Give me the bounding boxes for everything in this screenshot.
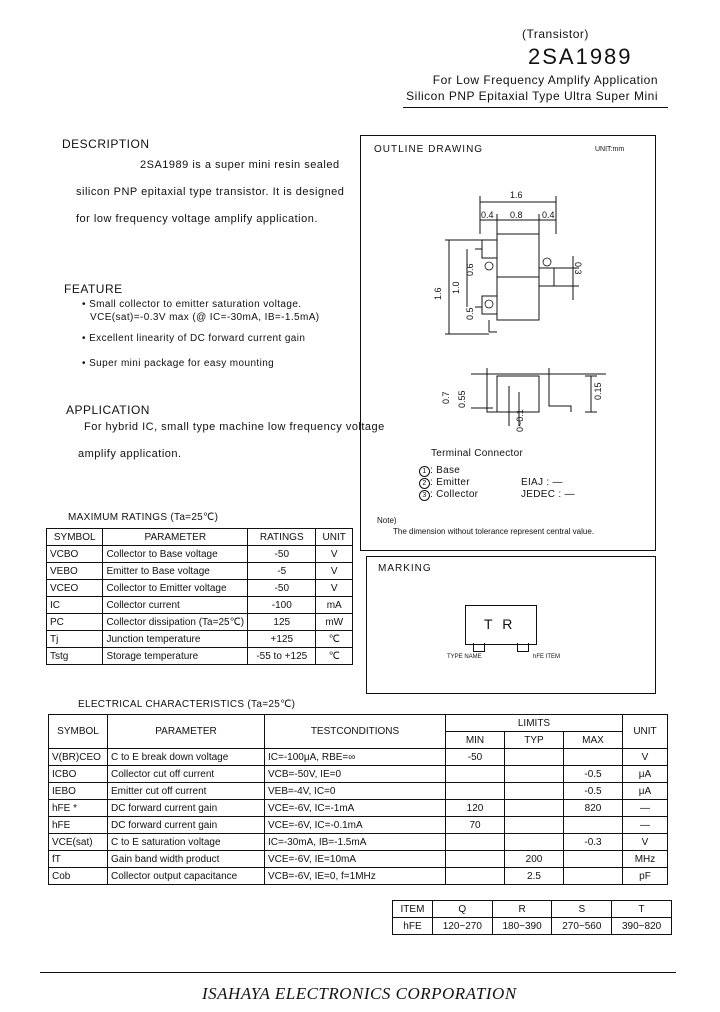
feature-sub-line: VCE(sat)=-0.3V max (@ IC=-30mA, IB=-1.5mA) bbox=[90, 312, 320, 323]
cell-parameter: Collector output capacitance bbox=[108, 868, 265, 885]
col-test-conditions: TESTCONDITIONS bbox=[265, 715, 446, 749]
dim-left-1-6: 1.6 bbox=[433, 287, 443, 300]
cell-parameter: DC forward current gain bbox=[108, 817, 265, 834]
dim-0-4-right: 0.4 bbox=[542, 210, 555, 220]
cell-typ bbox=[505, 749, 564, 766]
cell-symbol: IEBO bbox=[49, 783, 108, 800]
dim-0-4-left: 0.4 bbox=[481, 210, 494, 220]
jedec-label: JEDEC : — bbox=[521, 489, 575, 500]
cell-test: VCB=-6V, IE=0, f=1MHz bbox=[265, 868, 446, 885]
col-limits: LIMITS bbox=[446, 715, 623, 732]
cell-item: ITEM bbox=[393, 901, 433, 918]
cell-unit: μA bbox=[623, 783, 668, 800]
cell-symbol: V(BR)CEO bbox=[49, 749, 108, 766]
cell-rating: -55 to +125 bbox=[248, 648, 316, 665]
feature-item-3-text: Super mini package for easy mounting bbox=[89, 358, 275, 369]
feature-item-2-text: Excellent linearity of DC forward current gain bbox=[89, 333, 306, 344]
feature-item-3: • Super mini package for easy mounting bbox=[82, 358, 275, 369]
cell-parameter: Collector to Emitter voltage bbox=[103, 580, 248, 597]
cell-rating: -50 bbox=[248, 546, 316, 563]
marking-lead-right bbox=[517, 643, 529, 652]
cell-unit: ℃ bbox=[316, 631, 353, 648]
cell-test: VCE=-6V, IC=-0.1mA bbox=[265, 817, 446, 834]
cell-test: VCB=-50V, IE=0 bbox=[265, 766, 446, 783]
footer-company: ISAHAYA ELECTRONICS CORPORATION bbox=[202, 984, 517, 1003]
header-rule bbox=[403, 107, 668, 108]
cell-min: -50 bbox=[446, 749, 505, 766]
cell-unit: mA bbox=[316, 597, 353, 614]
col-unit: UNIT bbox=[316, 529, 353, 546]
cell-symbol: fT bbox=[49, 851, 108, 868]
table-row bbox=[49, 851, 668, 868]
cell-parameter: Emitter cut off current bbox=[108, 783, 265, 800]
dim-left-0-5: 0.5 bbox=[465, 307, 475, 320]
circled-number-icon: 1 bbox=[419, 466, 430, 477]
table-row bbox=[47, 580, 353, 597]
terminal-1 bbox=[419, 465, 460, 477]
max-ratings-header-row bbox=[47, 529, 353, 546]
table-row bbox=[47, 614, 353, 631]
cell-test: VEB=-4V, IC=0 bbox=[265, 783, 446, 800]
terminal-2 bbox=[419, 477, 470, 489]
cell-symbol: Cob bbox=[49, 868, 108, 885]
cell-q-range: 120~270 bbox=[432, 918, 492, 935]
cell-max bbox=[564, 817, 623, 834]
col-symbol: SYMBOL bbox=[47, 529, 103, 546]
cell-unit: — bbox=[623, 817, 668, 834]
cell-symbol: hFE * bbox=[49, 800, 108, 817]
col-symbol: SYMBOL bbox=[49, 715, 108, 749]
cell-symbol: Tj bbox=[47, 631, 103, 648]
cell-symbol: VCE(sat) bbox=[49, 834, 108, 851]
cell-r: R bbox=[492, 901, 552, 918]
col-parameter: PARAMETER bbox=[108, 715, 265, 749]
cell-q: Q bbox=[432, 901, 492, 918]
outline-unit: UNIT:mm bbox=[595, 146, 625, 153]
cell-t: T bbox=[612, 901, 672, 918]
cell-typ bbox=[505, 834, 564, 851]
dim-top-width: 1.6 bbox=[510, 190, 523, 200]
note-label: Note) bbox=[377, 516, 397, 525]
cell-symbol: IC bbox=[47, 597, 103, 614]
cell-parameter: C to E break down voltage bbox=[108, 749, 265, 766]
cell-parameter: Emitter to Base voltage bbox=[103, 563, 248, 580]
terminal-title: Terminal Connector bbox=[431, 448, 524, 459]
cell-typ bbox=[505, 800, 564, 817]
dim-side-0-0-1: 0~0.1 bbox=[515, 409, 525, 432]
col-max: MAX bbox=[564, 732, 623, 749]
table-row bbox=[49, 817, 668, 834]
cell-typ: 2.5 bbox=[505, 868, 564, 885]
cell-r-range: 180~390 bbox=[492, 918, 552, 935]
table-row bbox=[47, 597, 353, 614]
cell-max bbox=[564, 749, 623, 766]
cell-test: VCE=-6V, IC=-1mA bbox=[265, 800, 446, 817]
cell-parameter: C to E saturation voltage bbox=[108, 834, 265, 851]
marking-type-name: TYPE NAME bbox=[447, 654, 482, 660]
feature-title: FEATURE bbox=[64, 282, 123, 296]
circled-number-icon: 2 bbox=[419, 478, 430, 489]
category-label: (Transistor) bbox=[522, 27, 589, 41]
table-row bbox=[49, 800, 668, 817]
terminal-3 bbox=[419, 489, 478, 501]
lead-mark-2-icon bbox=[485, 300, 493, 308]
cell-test: VCE=-6V, IE=10mA bbox=[265, 851, 446, 868]
cell-rating: -5 bbox=[248, 563, 316, 580]
dim-left-0-6: 0.6 bbox=[465, 263, 475, 276]
dim-side-0-15: 0.15 bbox=[593, 382, 603, 400]
electrical-header-row-1 bbox=[49, 715, 668, 732]
feature-item-1: • Small collector to emitter saturation voltage. bbox=[82, 299, 302, 310]
cell-parameter: Junction temperature bbox=[103, 631, 248, 648]
cell-symbol: Tstg bbox=[47, 648, 103, 665]
cell-symbol: hFE bbox=[49, 817, 108, 834]
cell-parameter: Collector cut off current bbox=[108, 766, 265, 783]
cell-parameter: DC forward current gain bbox=[108, 800, 265, 817]
electrical-title: ELECTRICAL CHARACTERISTICS (Ta=25℃) bbox=[78, 699, 296, 710]
cell-parameter: Collector to Base voltage bbox=[103, 546, 248, 563]
dim-right-0-3: 0.3 bbox=[573, 262, 583, 275]
cell-s-range: 270~560 bbox=[552, 918, 612, 935]
table-row bbox=[47, 631, 353, 648]
table-row bbox=[47, 546, 353, 563]
table-row bbox=[49, 868, 668, 885]
cell-typ bbox=[505, 766, 564, 783]
cell-parameter: Collector current bbox=[103, 597, 248, 614]
cell-max: -0.5 bbox=[564, 766, 623, 783]
cell-min bbox=[446, 834, 505, 851]
note-text: The dimension without tolerance represent central value. bbox=[393, 527, 594, 536]
cell-test: IC=-100μA, RBE=∞ bbox=[265, 749, 446, 766]
cell-s: S bbox=[552, 901, 612, 918]
cell-unit: V bbox=[623, 749, 668, 766]
cell-max: -0.5 bbox=[564, 783, 623, 800]
cell-typ bbox=[505, 783, 564, 800]
cell-unit: V bbox=[623, 834, 668, 851]
outline-title: OUTLINE DRAWING bbox=[374, 144, 484, 155]
table-row bbox=[393, 901, 672, 918]
lead-mark-3-icon bbox=[543, 258, 551, 266]
application-line-1: For hybrid IC, small type machine low frequency voltage bbox=[84, 421, 385, 433]
cell-max: 820 bbox=[564, 800, 623, 817]
cell-unit: V bbox=[316, 546, 353, 563]
col-ratings: RATINGS bbox=[248, 529, 316, 546]
footer-rule bbox=[40, 972, 676, 973]
terminal-3-label: : Collector bbox=[430, 489, 479, 500]
eiaj-label: EIAJ : — bbox=[521, 477, 563, 488]
description-line-1: 2SA1989 is a super mini resin sealed bbox=[140, 159, 340, 171]
marking-title: MARKING bbox=[378, 563, 432, 574]
cell-unit: ℃ bbox=[316, 648, 353, 665]
cell-test: IC=-30mA, IB=-1.5mA bbox=[265, 834, 446, 851]
marking-chars: T R bbox=[484, 616, 516, 632]
cell-min bbox=[446, 766, 505, 783]
application-title: APPLICATION bbox=[66, 403, 150, 417]
table-row bbox=[47, 563, 353, 580]
cell-symbol: PC bbox=[47, 614, 103, 631]
table-row bbox=[49, 834, 668, 851]
description-title: DESCRIPTION bbox=[62, 137, 150, 151]
feature-item-2: • Excellent linearity of DC forward current gain bbox=[82, 333, 306, 344]
table-row bbox=[393, 918, 672, 935]
dim-side-0-55: 0.55 bbox=[457, 390, 467, 408]
max-ratings-table bbox=[46, 528, 353, 665]
cell-typ bbox=[505, 817, 564, 834]
cell-unit: — bbox=[623, 800, 668, 817]
cell-unit: V bbox=[316, 563, 353, 580]
cell-rating: +125 bbox=[248, 631, 316, 648]
cell-min: 70 bbox=[446, 817, 505, 834]
table-row bbox=[49, 749, 668, 766]
cell-min bbox=[446, 851, 505, 868]
cell-unit: pF bbox=[623, 868, 668, 885]
dim-0-8: 0.8 bbox=[510, 210, 523, 220]
marking-lead-left bbox=[473, 643, 485, 652]
description-line-3: for low frequency voltage amplify application. bbox=[76, 213, 318, 225]
cell-max bbox=[564, 851, 623, 868]
lead-mark-1-icon bbox=[485, 262, 493, 270]
dim-side-0-7: 0.7 bbox=[441, 391, 451, 404]
cell-min: 120 bbox=[446, 800, 505, 817]
col-parameter: PARAMETER bbox=[103, 529, 248, 546]
cell-max: -0.3 bbox=[564, 834, 623, 851]
cell-unit: V bbox=[316, 580, 353, 597]
circled-number-icon: 3 bbox=[419, 490, 430, 501]
cell-min bbox=[446, 868, 505, 885]
col-min: MIN bbox=[446, 732, 505, 749]
cell-unit: μA bbox=[623, 766, 668, 783]
cell-rating: 125 bbox=[248, 614, 316, 631]
cell-unit: mW bbox=[316, 614, 353, 631]
outline-drawing-box bbox=[360, 135, 656, 551]
application-line-2: amplify application. bbox=[78, 448, 182, 460]
cell-max bbox=[564, 868, 623, 885]
cell-symbol: ICBO bbox=[49, 766, 108, 783]
cell-symbol: VCEO bbox=[47, 580, 103, 597]
cell-symbol: VCBO bbox=[47, 546, 103, 563]
cell-parameter: Storage temperature bbox=[103, 648, 248, 665]
cell-typ: 200 bbox=[505, 851, 564, 868]
cell-rating: -50 bbox=[248, 580, 316, 597]
col-unit: UNIT bbox=[623, 715, 668, 749]
package-drawing-svg bbox=[361, 136, 655, 436]
electrical-table bbox=[48, 714, 668, 885]
hfe-classification-table bbox=[392, 900, 672, 935]
col-typ: TYP bbox=[505, 732, 564, 749]
table-row bbox=[49, 783, 668, 800]
header-line-1: For Low Frequency Amplify Application bbox=[432, 73, 658, 87]
marking-package-outline bbox=[465, 605, 537, 645]
dim-left-1-0: 1.0 bbox=[451, 281, 461, 294]
marking-box bbox=[366, 556, 656, 694]
marking-hfe-item: hFE ITEM bbox=[533, 654, 561, 660]
cell-parameter: Collector dissipation (Ta=25℃) bbox=[103, 614, 248, 631]
cell-rating: -100 bbox=[248, 597, 316, 614]
max-ratings-title: MAXIMUM RATINGS (Ta=25℃) bbox=[68, 512, 219, 523]
cell-t-range: 390~820 bbox=[612, 918, 672, 935]
part-number: 2SA1989 bbox=[528, 44, 633, 69]
cell-unit: MHz bbox=[623, 851, 668, 868]
cell-parameter: Gain band width product bbox=[108, 851, 265, 868]
cell-min bbox=[446, 783, 505, 800]
table-row bbox=[47, 648, 353, 665]
feature-item-1-text: Small collector to emitter saturation voltage. bbox=[89, 299, 302, 310]
terminal-2-label: : Emitter bbox=[430, 477, 470, 488]
description-line-2: silicon PNP epitaxial type transistor. It is designed bbox=[76, 186, 345, 198]
cell-symbol: VEBO bbox=[47, 563, 103, 580]
table-row bbox=[49, 766, 668, 783]
terminal-1-label: : Base bbox=[430, 465, 461, 476]
cell-hfe: hFE bbox=[393, 918, 433, 935]
header-line-2: Silicon PNP Epitaxial Type Ultra Super Mini bbox=[406, 89, 658, 103]
